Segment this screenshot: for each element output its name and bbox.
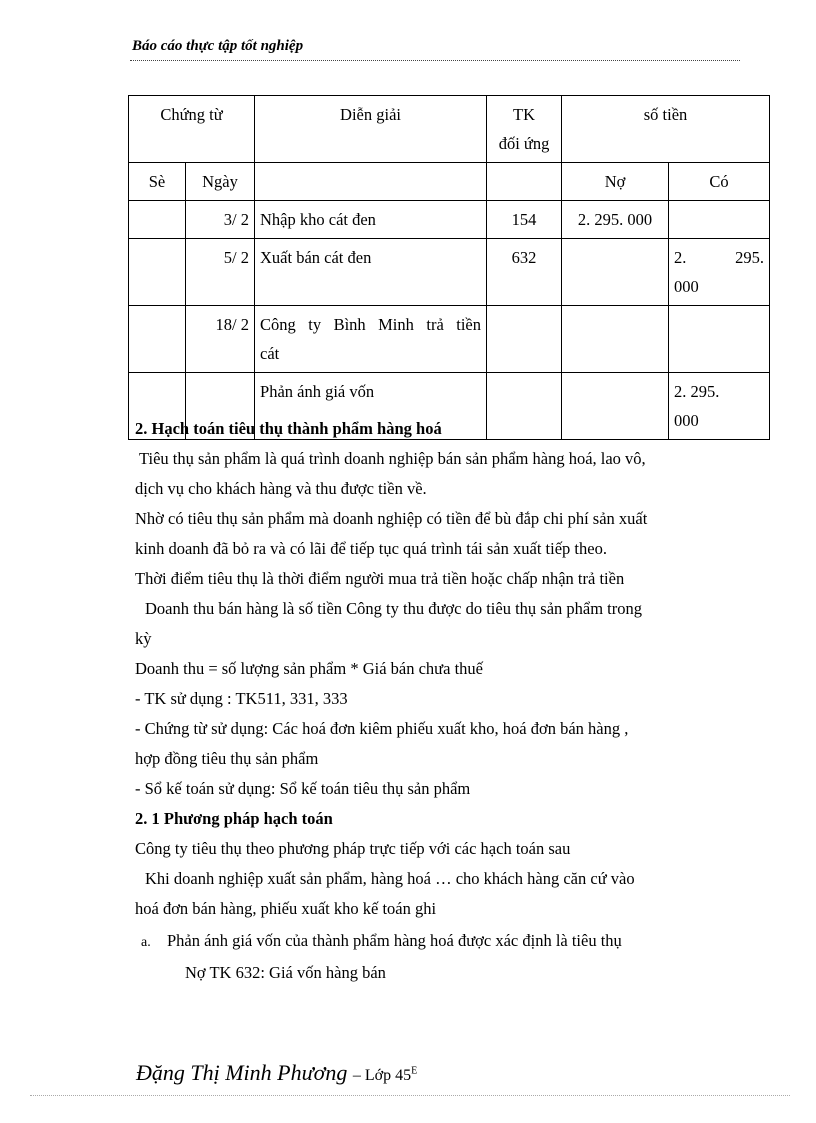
table-row	[129, 201, 770, 239]
header-no: Nợ	[562, 163, 669, 201]
cell-co	[669, 306, 770, 373]
header-tk-line1: TK	[513, 105, 536, 124]
section-2-heading: 2. Hạch toán tiêu thụ thành phẩm hàng hoá	[135, 419, 442, 438]
list-item-text: Phản ánh giá vốn của thành phẩm hàng hoá được xác định là tiêu thụ	[167, 931, 622, 950]
cell-co-line2: 000	[674, 411, 699, 430]
paragraph-line: kỳ	[135, 629, 152, 648]
body-text	[135, 414, 745, 988]
cell-tk: 632	[487, 239, 562, 306]
cell-no	[562, 306, 669, 373]
bullet-line: hợp đồng tiêu thụ sản phẩm	[135, 749, 319, 768]
table-row	[129, 306, 770, 373]
table-row	[129, 239, 770, 306]
cell-no	[562, 239, 669, 306]
cell-no: 2. 295. 000	[562, 201, 669, 239]
cell-co-line1: 2. 295.	[674, 248, 765, 267]
header-so-tien: số tiền	[562, 96, 770, 163]
footer-class-prefix: – Lớp 45	[352, 1067, 412, 1084]
cell-se	[129, 306, 186, 373]
header-tk-line2: đối ứng	[498, 134, 550, 153]
header-ngay: Ngày	[186, 163, 255, 201]
footer-divider	[30, 1095, 790, 1096]
cell-co-line2: 000	[674, 277, 699, 296]
header-se: Sè	[129, 163, 186, 201]
paragraph-line: Khi doanh nghiệp xuất sản phẩm, hàng hoá … cho khách hàng căn cứ vào	[145, 869, 635, 888]
page-header-title: Báo cáo thực tập tốt nghiệp	[132, 38, 304, 54]
cell-co-line1: 2. 295.	[674, 382, 720, 401]
header-empty	[487, 163, 562, 201]
paragraph-line: Tiêu thụ sản phẩm là quá trình doanh nghiệp bán sản phẩm hàng hoá, lao vô,	[139, 449, 646, 468]
paragraph-line: Nhờ có tiêu thụ sản phẩm mà doanh nghiệp có tiền để bù đắp chi phí sản xuất	[135, 509, 648, 528]
paragraph-line: Thời điểm tiêu thụ là thời điểm người mua trả tiền hoặc chấp nhận trả tiền	[135, 569, 625, 588]
header-dien-giai: Diễn giải	[255, 96, 487, 163]
cell-se	[129, 239, 186, 306]
cell-dien-giai: Phản ánh giá vốn	[255, 373, 487, 440]
table-header-row	[129, 96, 770, 163]
bullet-line: - Chứng từ sử dụng: Các hoá đơn kiêm phiếu xuất kho, hoá đơn bán hàng ,	[135, 719, 629, 738]
paragraph-line: kinh doanh đã bỏ ra và có lãi để tiếp tục quá trình tái sản xuất tiếp theo.	[135, 539, 607, 558]
cell-tk	[487, 306, 562, 373]
cell-dien-giai	[255, 306, 487, 373]
paragraph-line: Công ty tiêu thụ theo phương pháp trực tiếp với các hạch toán sau	[135, 839, 571, 858]
cell-tk: 154	[487, 201, 562, 239]
cell-dien-giai: Xuất bán cát đen	[255, 239, 487, 306]
cell-co	[669, 239, 770, 306]
list-marker: a.	[141, 935, 151, 950]
cell-dien-giai-line1: Công ty Bình Minh trả tiền	[260, 315, 482, 334]
header-divider	[130, 60, 740, 61]
ledger-table	[128, 95, 770, 440]
cell-dien-giai: Nhập kho cát đen	[255, 201, 487, 239]
cell-co	[669, 201, 770, 239]
header-co: Có	[669, 163, 770, 201]
accounting-entry: Nợ TK 632: Giá vốn hàng bán	[185, 963, 386, 982]
paragraph-line: dịch vụ cho khách hàng và thu được tiền về.	[135, 479, 427, 498]
page-footer	[136, 1060, 417, 1086]
paragraph-line: hoá đơn bán hàng, phiếu xuất kho kế toán ghi	[135, 899, 437, 918]
bullet-line: - Sổ kế toán sử dụng: Sổ kế toán tiêu thụ sản phẩm	[135, 779, 471, 798]
footer-class	[353, 1067, 417, 1084]
footer-class-sup: E	[411, 1065, 418, 1077]
cell-dien-giai-line2: cát	[260, 344, 280, 363]
header-chung-tu: Chứng từ	[129, 96, 255, 163]
cell-ngay: 18/ 2	[186, 306, 255, 373]
header-empty	[255, 163, 487, 201]
header-tk-doi-ung	[487, 96, 562, 163]
section-2-1-heading: 2. 1 Phương pháp hạch toán	[135, 809, 333, 828]
list-item-a	[135, 924, 745, 958]
bullet-line: - TK sử dụng : TK511, 331, 333	[135, 689, 348, 708]
cell-se	[129, 201, 186, 239]
paragraph-line: Doanh thu bán hàng là số tiền Công ty thu được do tiêu thụ sản phẩm trong	[145, 599, 643, 618]
cell-ngay: 3/ 2	[186, 201, 255, 239]
footer-author-name: Đặng Thị Minh Phương	[136, 1060, 348, 1085]
formula-line: Doanh thu = số lượng sản phẩm * Giá bán chưa thuế	[135, 659, 483, 678]
table-subheader-row	[129, 163, 770, 201]
cell-ngay: 5/ 2	[186, 239, 255, 306]
